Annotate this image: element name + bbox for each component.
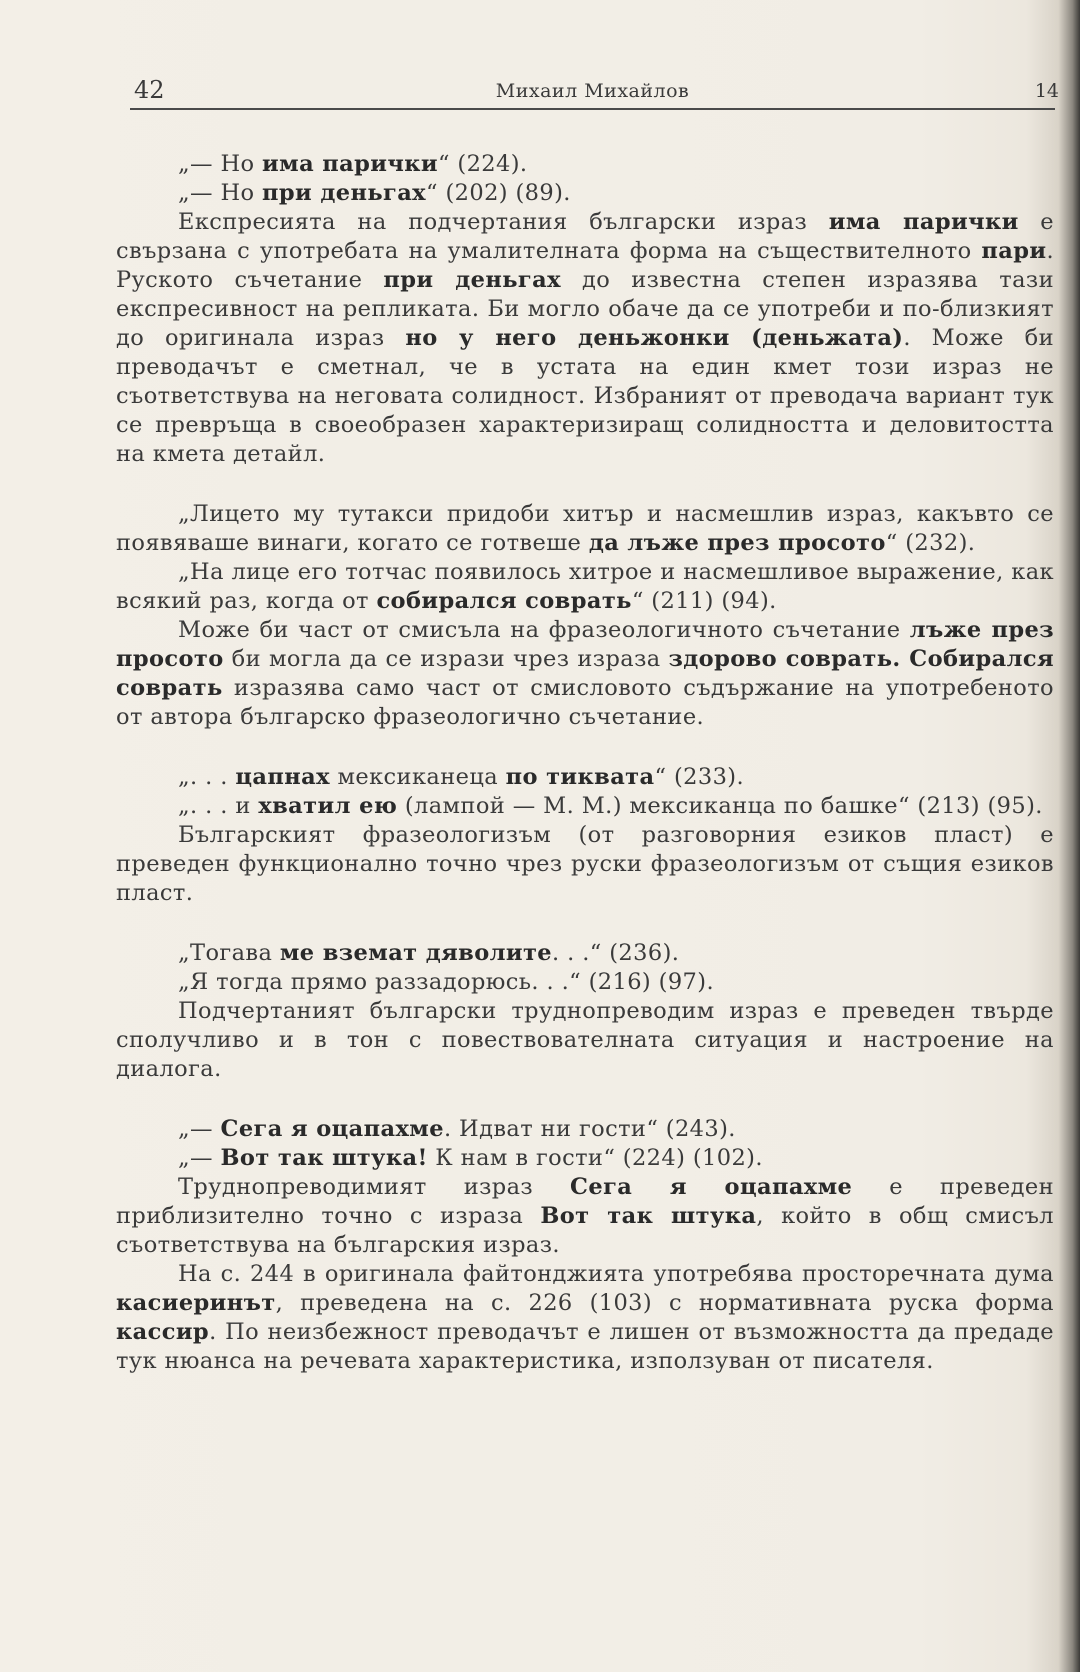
paragraph-gap	[116, 908, 1054, 939]
paragraph	[116, 1260, 1054, 1376]
text-run: „Тогава	[178, 940, 280, 966]
paragraph	[116, 179, 1054, 208]
paragraph	[116, 792, 1054, 821]
emphasized-phrase: хватил ею	[258, 793, 398, 819]
text-run: Българският фразеологизъм (от разговорния езиков пласт) е преведен функционално точно чрез руски фразеологизъм от същия езиков пласт.	[116, 822, 1054, 906]
text-run: до известна степен изразява тази експресивност на репликата. Би могло обаче да се употреби и по-близкият до оригинала израз	[116, 267, 1054, 351]
paragraph	[116, 150, 1054, 179]
paragraph-gap	[116, 469, 1054, 500]
emphasized-phrase: да лъже през просото	[588, 530, 886, 556]
text-run: „—	[178, 1145, 221, 1171]
emphasized-phrase: по тиквата	[505, 764, 655, 790]
text-run: “ (211) (94).	[631, 588, 777, 614]
text-run: „. . .	[178, 764, 236, 790]
emphasized-phrase: има парички	[262, 151, 438, 177]
paragraph	[116, 968, 1054, 997]
text-run: „— Но	[178, 151, 263, 177]
facing-page-number: 14	[1034, 80, 1059, 102]
text-run: . Руското съчетание	[116, 238, 1054, 293]
emphasized-phrase: кассир	[116, 1319, 210, 1345]
text-run: , който в общ смисъл съответствува на българския израз.	[116, 1203, 1054, 1258]
text-run: . Може би преводачът е сметнал, че в устата на един кмет този израз не съответствува на неговата солидност. Избраният от преводача вариант тук се превръща в своеобразен характеризиращ солидността и деловитостта на кмета детайл.	[116, 325, 1054, 467]
running-header	[130, 72, 1059, 110]
paragraph	[116, 763, 1054, 792]
emphasized-phrase: касиеринът	[116, 1290, 276, 1316]
emphasized-phrase: здорово соврать. Собирался соврать	[116, 646, 1054, 701]
page-number: 42	[134, 76, 165, 104]
text-run: (лампой — М. М.) мексиканца по башке“ (213) (95).	[397, 793, 1043, 819]
text-run: “ (232).	[885, 530, 976, 556]
text-run: би могла да се изрази чрез израза	[223, 646, 669, 672]
text-run: е преведен приблизително точно с израза	[116, 1174, 1054, 1229]
text-run: , преведена на с. 226 (103) с нормативната руска форма	[275, 1290, 1054, 1316]
paragraph	[116, 208, 1054, 469]
emphasized-phrase: има парички	[828, 209, 1019, 235]
paragraph	[116, 1173, 1054, 1260]
running-title: Михаил Михайлов	[495, 80, 690, 102]
paragraph	[116, 939, 1054, 968]
text-run: „—	[178, 1116, 221, 1142]
emphasized-phrase: Вот так штука	[540, 1203, 757, 1229]
text-run: „На лице его тотчас появилось хитрое и насмешливое выражение, как всякий раз, когда от	[116, 559, 1054, 614]
text-run: „— Но	[178, 180, 263, 206]
text-run: е свързана с употребата на умалителната форма на съществителното	[116, 209, 1054, 264]
paragraph	[116, 821, 1054, 908]
paragraph	[116, 616, 1054, 732]
paragraph	[116, 997, 1054, 1084]
paragraph	[116, 558, 1054, 616]
text-run: . Идват ни гости“ (243).	[443, 1116, 736, 1142]
text-run: “ (233).	[654, 764, 745, 790]
text-run: На с. 244 в оригинала файтонджията употребява просторечната дума	[178, 1261, 1054, 1287]
text-run: “ (202) (89).	[426, 180, 571, 206]
body-text	[116, 150, 1054, 1376]
text-run: „. . . и	[178, 793, 259, 819]
emphasized-phrase: ме вземат дяволите	[279, 940, 553, 966]
text-run: мексиканеца	[329, 764, 506, 790]
paragraph	[116, 1115, 1054, 1144]
paragraph	[116, 1144, 1054, 1173]
emphasized-phrase: Сега я оцапахме	[570, 1174, 853, 1200]
text-run: Експресията на подчертания български израз	[178, 209, 829, 235]
emphasized-phrase: при деньгах	[262, 180, 426, 206]
emphasized-phrase: собирался соврать	[376, 588, 632, 614]
text-run: К нам в гости“ (224) (102).	[427, 1145, 763, 1171]
paragraph-gap	[116, 1084, 1054, 1115]
emphasized-phrase: Сега я оцапахме	[220, 1116, 444, 1142]
text-run: изразява само част от смисловото съдържание на употребеното от автора българско фразеологично съчетание.	[116, 675, 1054, 730]
text-run: . По неизбежност преводачът е лишен от възможността да предаде тук нюанса на речевата характеристика, използуван от писателя.	[116, 1319, 1054, 1374]
emphasized-phrase: лъже през просото	[116, 617, 1055, 672]
emphasized-phrase: Вот так штука!	[220, 1145, 428, 1171]
paragraph-gap	[116, 732, 1054, 763]
text-run: “ (224).	[437, 151, 528, 177]
text-run: . . .“ (236).	[552, 940, 680, 966]
emphasized-phrase: цапнах	[235, 764, 330, 790]
text-run: Може би част от смисъла на фразеологичното съчетание	[178, 617, 910, 643]
emphasized-phrase: пари	[981, 238, 1047, 264]
paragraph	[116, 500, 1054, 558]
text-run: „Лицето му тутакси придоби хитър и насмешлив израз, какъвто се появяваше винаги, когато се готвеше	[116, 501, 1054, 556]
emphasized-phrase: но у него деньжонки (деньжата)	[405, 325, 904, 351]
text-run: „Я тогда прямо раззадорюсь. . .“ (216) (97).	[178, 969, 715, 995]
text-run: Труднопреводимият израз	[178, 1174, 571, 1200]
emphasized-phrase: при деньгах	[383, 267, 561, 293]
text-run: Подчертаният български труднопреводим израз е преведен твърде сполучливо и в тон с повествователната ситуация и настроение на диалога.	[116, 998, 1054, 1082]
